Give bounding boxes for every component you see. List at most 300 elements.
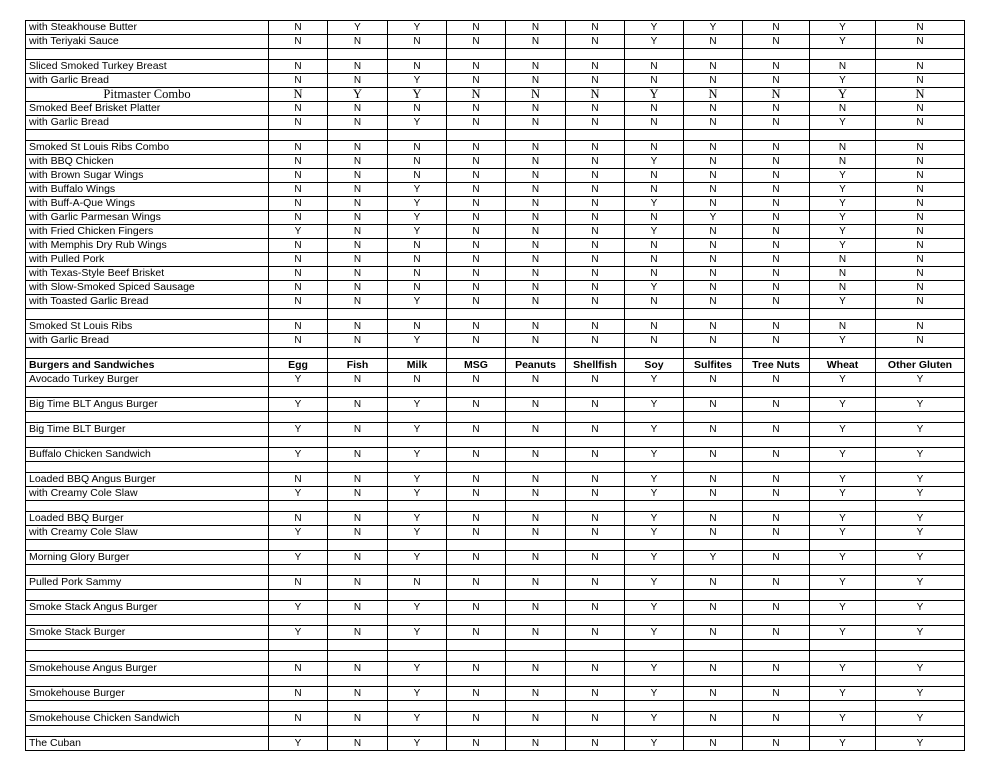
- allergen-value: [388, 540, 447, 551]
- table-row: [26, 448, 965, 462]
- allergen-value: N: [743, 239, 810, 253]
- allergen-value: N: [625, 116, 684, 130]
- allergen-value: [684, 412, 743, 423]
- allergen-value: N: [743, 74, 810, 88]
- allergen-value: [625, 640, 684, 651]
- allergen-value: Y: [625, 576, 684, 590]
- allergen-value: N: [566, 373, 625, 387]
- allergen-value: [876, 437, 965, 448]
- allergen-value: N: [328, 712, 388, 726]
- allergen-value: [625, 130, 684, 141]
- allergen-value: N: [328, 116, 388, 130]
- allergen-value: Y: [388, 197, 447, 211]
- allergen-value: [388, 501, 447, 512]
- item-name: Smoked St Louis Ribs: [26, 320, 269, 334]
- allergen-value: N: [328, 74, 388, 88]
- allergen-value: N: [388, 267, 447, 281]
- allergen-value: [506, 651, 566, 662]
- allergen-value: N: [447, 169, 506, 183]
- allergen-value: N: [810, 60, 876, 74]
- allergen-value: N: [388, 60, 447, 74]
- allergen-value: [876, 387, 965, 398]
- allergen-value: N: [269, 88, 328, 102]
- table-row: [26, 225, 965, 239]
- allergen-value: [269, 540, 328, 551]
- allergen-value: [328, 726, 388, 737]
- allergen-value: [566, 309, 625, 320]
- allergen-value: N: [743, 60, 810, 74]
- allergen-value: N: [684, 74, 743, 88]
- allergen-value: N: [388, 320, 447, 334]
- item-name: Smoked St Louis Ribs Combo: [26, 141, 269, 155]
- item-name: [26, 412, 269, 423]
- allergen-value: Y: [625, 601, 684, 615]
- allergen-value: [625, 348, 684, 359]
- allergen-value: [743, 130, 810, 141]
- allergen-value: [684, 348, 743, 359]
- column-header: MSG: [447, 359, 506, 373]
- spacer-row: [26, 501, 965, 512]
- allergen-value: [876, 676, 965, 687]
- allergen-value: N: [743, 183, 810, 197]
- allergen-value: [684, 130, 743, 141]
- allergen-value: [684, 615, 743, 626]
- allergen-value: N: [876, 267, 965, 281]
- allergen-value: [810, 615, 876, 626]
- allergen-value: [876, 565, 965, 576]
- table-row: [26, 267, 965, 281]
- allergen-value: [876, 726, 965, 737]
- allergen-value: N: [269, 74, 328, 88]
- allergen-value: N: [566, 712, 625, 726]
- allergen-value: Y: [876, 662, 965, 676]
- allergen-value: Y: [328, 21, 388, 35]
- allergen-value: N: [447, 626, 506, 640]
- allergen-value: Y: [810, 626, 876, 640]
- allergen-value: [625, 501, 684, 512]
- allergen-value: N: [269, 687, 328, 701]
- allergen-value: [328, 130, 388, 141]
- allergen-value: N: [447, 102, 506, 116]
- allergen-value: N: [743, 155, 810, 169]
- allergen-value: [388, 701, 447, 712]
- allergen-value: [810, 437, 876, 448]
- column-header: Egg: [269, 359, 328, 373]
- allergen-value: [328, 437, 388, 448]
- allergen-value: N: [684, 295, 743, 309]
- allergen-value: [388, 565, 447, 576]
- column-header: Soy: [625, 359, 684, 373]
- allergen-value: Y: [876, 737, 965, 751]
- item-name: Pitmaster Combo: [26, 88, 269, 102]
- allergen-value: [625, 309, 684, 320]
- allergen-value: N: [447, 211, 506, 225]
- allergen-value: [810, 130, 876, 141]
- column-header: Tree Nuts: [743, 359, 810, 373]
- allergen-value: [566, 437, 625, 448]
- allergen-value: [810, 701, 876, 712]
- allergen-value: Y: [388, 74, 447, 88]
- allergen-value: N: [625, 183, 684, 197]
- item-name: [26, 49, 269, 60]
- allergen-value: Y: [625, 88, 684, 102]
- allergen-value: N: [506, 473, 566, 487]
- allergen-value: N: [743, 35, 810, 49]
- allergen-value: [566, 615, 625, 626]
- allergen-value: N: [269, 320, 328, 334]
- allergen-value: N: [447, 21, 506, 35]
- item-name: with Toasted Garlic Bread: [26, 295, 269, 309]
- allergen-value: [566, 130, 625, 141]
- allergen-value: N: [269, 116, 328, 130]
- allergen-value: N: [328, 141, 388, 155]
- table-row: [26, 169, 965, 183]
- allergen-value: N: [876, 88, 965, 102]
- allergen-value: [810, 651, 876, 662]
- allergen-value: [506, 462, 566, 473]
- allergen-value: N: [566, 88, 625, 102]
- allergen-value: Y: [876, 423, 965, 437]
- allergen-value: [566, 501, 625, 512]
- allergen-value: [566, 565, 625, 576]
- allergen-value: N: [876, 141, 965, 155]
- allergen-value: [328, 615, 388, 626]
- allergen-value: [269, 676, 328, 687]
- allergen-value: N: [566, 576, 625, 590]
- allergen-value: N: [506, 687, 566, 701]
- item-name: [26, 651, 269, 662]
- allergen-value: N: [876, 102, 965, 116]
- allergen-value: N: [506, 253, 566, 267]
- allergen-value: N: [566, 155, 625, 169]
- allergen-value: N: [566, 601, 625, 615]
- allergen-value: Y: [876, 576, 965, 590]
- allergen-value: N: [447, 551, 506, 565]
- allergen-value: [810, 412, 876, 423]
- allergen-value: N: [269, 21, 328, 35]
- allergen-value: [328, 387, 388, 398]
- allergen-value: [743, 701, 810, 712]
- allergen-value: N: [447, 737, 506, 751]
- allergen-value: [388, 615, 447, 626]
- allergen-value: N: [743, 334, 810, 348]
- allergen-value: [388, 387, 447, 398]
- allergen-value: Y: [388, 88, 447, 102]
- allergen-value: Y: [388, 295, 447, 309]
- allergen-value: N: [506, 526, 566, 540]
- allergen-value: N: [684, 116, 743, 130]
- table-row: [26, 295, 965, 309]
- allergen-value: [506, 348, 566, 359]
- allergen-value: N: [684, 183, 743, 197]
- allergen-value: N: [388, 281, 447, 295]
- allergen-value: N: [328, 102, 388, 116]
- allergen-value: N: [743, 737, 810, 751]
- allergen-value: N: [566, 320, 625, 334]
- item-name: with Texas-Style Beef Brisket: [26, 267, 269, 281]
- allergen-value: Y: [876, 712, 965, 726]
- allergen-value: N: [684, 60, 743, 74]
- allergen-value: [876, 462, 965, 473]
- allergen-value: [447, 615, 506, 626]
- spacer-row: [26, 701, 965, 712]
- allergen-value: [506, 540, 566, 551]
- allergen-value: Y: [876, 398, 965, 412]
- allergen-value: N: [876, 197, 965, 211]
- item-name: Loaded BBQ Angus Burger: [26, 473, 269, 487]
- allergen-value: [876, 49, 965, 60]
- allergen-value: Y: [810, 334, 876, 348]
- allergen-value: Y: [810, 239, 876, 253]
- allergen-value: N: [388, 253, 447, 267]
- spacer-row: [26, 676, 965, 687]
- allergen-value: [447, 640, 506, 651]
- allergen-value: [506, 640, 566, 651]
- allergen-value: N: [684, 373, 743, 387]
- allergen-value: Y: [625, 373, 684, 387]
- allergen-value: [506, 726, 566, 737]
- allergen-value: [684, 49, 743, 60]
- allergen-value: [625, 615, 684, 626]
- allergen-value: N: [566, 267, 625, 281]
- allergen-value: N: [566, 487, 625, 501]
- item-name: with Steakhouse Butter: [26, 21, 269, 35]
- allergen-value: [876, 540, 965, 551]
- allergen-value: N: [743, 423, 810, 437]
- allergen-value: [506, 437, 566, 448]
- allergen-value: Y: [810, 737, 876, 751]
- allergen-value: Y: [810, 295, 876, 309]
- table-row: [26, 281, 965, 295]
- allergen-value: [506, 49, 566, 60]
- allergen-value: [447, 590, 506, 601]
- allergen-value: N: [684, 526, 743, 540]
- allergen-value: N: [810, 155, 876, 169]
- allergen-value: [388, 462, 447, 473]
- item-name: [26, 640, 269, 651]
- allergen-value: N: [566, 473, 625, 487]
- item-name: with Slow-Smoked Spiced Sausage: [26, 281, 269, 295]
- allergen-value: N: [625, 253, 684, 267]
- allergen-value: Y: [625, 423, 684, 437]
- table-row: [26, 102, 965, 116]
- allergen-value: [876, 651, 965, 662]
- allergen-value: N: [566, 35, 625, 49]
- allergen-value: Y: [810, 526, 876, 540]
- allergen-value: [328, 309, 388, 320]
- spacer-row: [26, 437, 965, 448]
- allergen-value: Y: [328, 88, 388, 102]
- allergen-value: [684, 309, 743, 320]
- allergen-value: Y: [876, 551, 965, 565]
- allergen-value: N: [328, 487, 388, 501]
- table-row: [26, 373, 965, 387]
- allergen-value: N: [684, 225, 743, 239]
- allergen-value: N: [566, 526, 625, 540]
- allergen-value: N: [269, 141, 328, 155]
- allergen-value: Y: [810, 448, 876, 462]
- allergen-value: N: [328, 334, 388, 348]
- allergen-value: N: [328, 398, 388, 412]
- allergen-value: [566, 590, 625, 601]
- allergen-value: [810, 565, 876, 576]
- item-name: [26, 387, 269, 398]
- allergen-value: N: [684, 512, 743, 526]
- allergen-value: N: [506, 267, 566, 281]
- allergen-value: N: [566, 253, 625, 267]
- allergen-value: [269, 412, 328, 423]
- allergen-value: [447, 701, 506, 712]
- allergen-value: N: [684, 687, 743, 701]
- allergen-value: [506, 615, 566, 626]
- item-name: with Teriyaki Sauce: [26, 35, 269, 49]
- allergen-value: N: [328, 687, 388, 701]
- allergen-value: [269, 348, 328, 359]
- allergen-value: N: [447, 448, 506, 462]
- allergen-value: N: [566, 74, 625, 88]
- allergen-value: [566, 676, 625, 687]
- allergen-value: [810, 726, 876, 737]
- allergen-value: [684, 726, 743, 737]
- allergen-value: [810, 309, 876, 320]
- allergen-value: Y: [876, 448, 965, 462]
- allergen-value: N: [447, 35, 506, 49]
- allergen-table-body: [26, 21, 965, 751]
- item-name: with Garlic Bread: [26, 116, 269, 130]
- allergen-value: N: [810, 253, 876, 267]
- item-name: Pulled Pork Sammy: [26, 576, 269, 590]
- allergen-value: [566, 726, 625, 737]
- column-header-row: [26, 359, 965, 373]
- allergen-value: Y: [625, 473, 684, 487]
- allergen-value: Y: [810, 35, 876, 49]
- allergen-value: N: [684, 281, 743, 295]
- allergen-value: N: [743, 21, 810, 35]
- allergen-value: N: [876, 281, 965, 295]
- allergen-value: [566, 540, 625, 551]
- item-name: [26, 676, 269, 687]
- allergen-value: N: [876, 334, 965, 348]
- allergen-value: Y: [810, 712, 876, 726]
- allergen-value: Y: [625, 626, 684, 640]
- allergen-value: Y: [388, 21, 447, 35]
- allergen-value: [743, 412, 810, 423]
- allergen-value: [876, 348, 965, 359]
- allergen-value: Y: [684, 21, 743, 35]
- spacer-row: [26, 387, 965, 398]
- allergen-value: Y: [388, 423, 447, 437]
- table-row: [26, 423, 965, 437]
- allergen-value: N: [876, 35, 965, 49]
- allergen-value: Y: [625, 35, 684, 49]
- allergen-value: N: [506, 448, 566, 462]
- allergen-value: N: [447, 197, 506, 211]
- allergen-value: N: [447, 373, 506, 387]
- allergen-value: [388, 437, 447, 448]
- table-row: [26, 183, 965, 197]
- allergen-value: N: [743, 551, 810, 565]
- spacer-row: [26, 590, 965, 601]
- allergen-value: N: [328, 576, 388, 590]
- allergen-value: [625, 726, 684, 737]
- item-name: Smoke Stack Angus Burger: [26, 601, 269, 615]
- allergen-value: [743, 726, 810, 737]
- allergen-value: N: [566, 295, 625, 309]
- allergen-value: Y: [810, 211, 876, 225]
- allergen-value: N: [328, 211, 388, 225]
- allergen-value: N: [328, 373, 388, 387]
- allergen-value: N: [743, 487, 810, 501]
- allergen-value: N: [447, 320, 506, 334]
- allergen-value: N: [388, 576, 447, 590]
- allergen-value: [506, 130, 566, 141]
- allergen-value: N: [684, 601, 743, 615]
- allergen-value: [447, 130, 506, 141]
- allergen-value: Y: [625, 737, 684, 751]
- allergen-value: [566, 348, 625, 359]
- allergen-value: N: [876, 169, 965, 183]
- allergen-value: N: [743, 295, 810, 309]
- allergen-value: Y: [269, 423, 328, 437]
- allergen-value: N: [269, 295, 328, 309]
- allergen-value: Y: [876, 473, 965, 487]
- allergen-value: Y: [388, 551, 447, 565]
- allergen-value: N: [328, 239, 388, 253]
- item-name: Smoke Stack Burger: [26, 626, 269, 640]
- table-row: [26, 398, 965, 412]
- allergen-value: [269, 387, 328, 398]
- allergen-value: Y: [388, 334, 447, 348]
- allergen-value: N: [328, 473, 388, 487]
- allergen-value: [566, 49, 625, 60]
- column-header: Peanuts: [506, 359, 566, 373]
- allergen-value: N: [506, 60, 566, 74]
- item-name: [26, 590, 269, 601]
- allergen-value: [625, 676, 684, 687]
- allergen-value: [810, 501, 876, 512]
- allergen-value: N: [506, 35, 566, 49]
- allergen-value: [625, 590, 684, 601]
- item-name: Buffalo Chicken Sandwich: [26, 448, 269, 462]
- allergen-value: Y: [876, 373, 965, 387]
- allergen-value: N: [566, 398, 625, 412]
- allergen-value: Y: [810, 487, 876, 501]
- allergen-value: N: [876, 211, 965, 225]
- allergen-value: N: [684, 88, 743, 102]
- allergen-value: Y: [625, 551, 684, 565]
- allergen-value: N: [684, 197, 743, 211]
- allergen-value: N: [743, 398, 810, 412]
- allergen-value: N: [269, 211, 328, 225]
- allergen-value: N: [328, 601, 388, 615]
- allergen-value: N: [743, 473, 810, 487]
- allergen-value: N: [625, 239, 684, 253]
- item-name: [26, 437, 269, 448]
- allergen-value: N: [269, 169, 328, 183]
- spacer-row: [26, 651, 965, 662]
- allergen-value: [743, 501, 810, 512]
- allergen-value: N: [684, 320, 743, 334]
- allergen-value: [447, 437, 506, 448]
- allergen-value: N: [269, 334, 328, 348]
- allergen-value: [388, 412, 447, 423]
- allergen-value: Y: [876, 626, 965, 640]
- allergen-value: N: [625, 334, 684, 348]
- allergen-value: N: [810, 281, 876, 295]
- allergen-value: N: [506, 737, 566, 751]
- allergen-value: [269, 437, 328, 448]
- allergen-value: [743, 540, 810, 551]
